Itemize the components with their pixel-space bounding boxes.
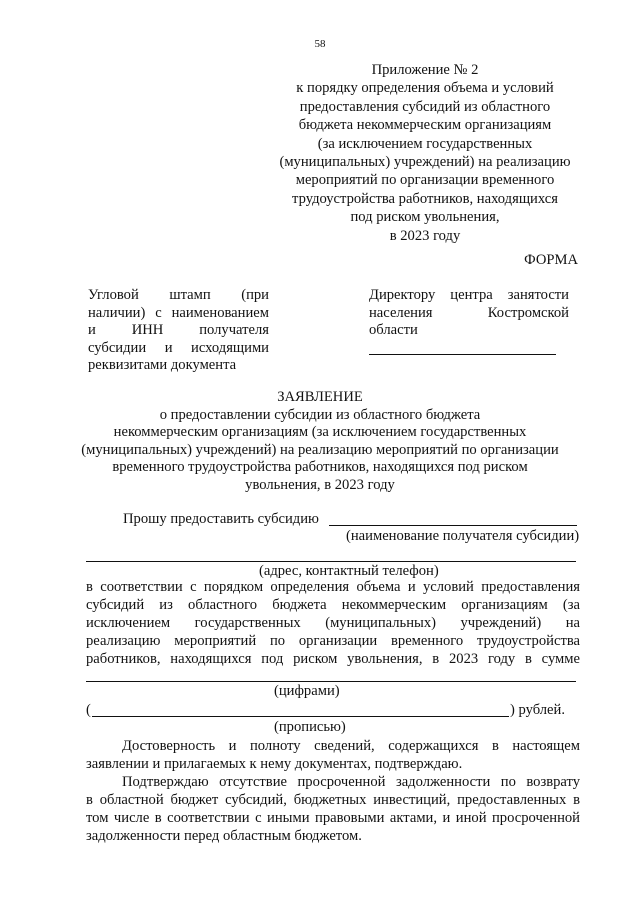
appendix-line: в 2023 году [389,227,461,244]
request-text: Прошу предоставить субсидию [123,511,319,527]
paragraph-line: в соответствии с порядком определения объема и условий предоставления [86,579,580,595]
paragraph-line: реализацию мероприятий по организации временного трудоустройства [86,633,580,649]
stamp-line: Угловой штамп (при [88,287,269,303]
form-label: ФОРМА [524,252,578,268]
main-paragraph [86,578,580,668]
stamp-line: и ИНН получателя [88,322,269,339]
words-caption: (прописью) [274,719,346,735]
paragraph-line: Подтверждаю отсутствие просроченной задолженности по возврату [122,774,580,790]
stamp-line: субсидии и исходящими [88,339,269,356]
paragraph-line: исключением государственных (муниципальных) учреждений) на [86,615,580,631]
paragraph-line: работников, находящихся под риском увольнения, в 2023 году в сумме [86,651,580,667]
appendix-line: к порядку определения объема и условий [296,80,554,97]
paragraph-line: заявлении и прилагаемых к нему документах, подтверждаю. [86,756,463,772]
paragraph-line: задолженности перед областным бюджетом. [86,828,362,844]
title-heading: ЗАЯВЛЕНИЕ [277,389,363,405]
title-line: (муниципальных) учреждений) на реализацию мероприятий по организации [81,441,559,458]
paragraph-line: в областной бюджет субсидий, бюджетных инвестиций, предоставленных в [86,792,580,808]
document-title [70,389,570,495]
address-caption: (адрес, контактный телефон) [259,563,439,579]
title-line: о предоставлении субсидии из областного бюджета [159,406,481,423]
paragraph-line: Достоверность и полноту сведений, содержащихся в настоящем [122,738,580,754]
open-paren: ( [86,702,91,718]
amount-words-field[interactable] [92,716,509,717]
recipient-name-field[interactable] [329,525,577,526]
stamp-line: наличии) с наименованием [88,304,269,321]
addressee-line: области [369,322,418,339]
recipient-caption: (наименование получателя субсидии) [346,528,580,544]
paragraph-no-debt [86,773,580,845]
appendix-line: Приложение № 2 [371,62,479,78]
title-line: некоммерческим организациям (за исключением государственных [113,424,527,441]
appendix-line: мероприятий по организации временного [295,172,555,189]
addressee-name-field[interactable] [369,354,556,355]
stamp-block [88,287,269,375]
paragraph-line: том числе в соответствии с иными правовыми актами, и иной просроченной [86,810,580,826]
page-number: 58 [314,38,326,50]
paragraph-accuracy [86,737,580,773]
appendix-line: предоставления субсидий из областного [299,98,551,115]
addressee-line: населения Костромской [369,304,569,321]
title-line: временного трудоустройства работников, находящихся под риском [112,459,528,476]
stamp-line: реквизитами документа [88,357,237,374]
appendix-line: под риском увольнения, [350,209,500,226]
addressee-line: Директору центра занятости [369,287,569,303]
appendix-line: (муниципальных) учреждений) на реализацию [279,154,571,171]
paragraph-line: субсидий из областного бюджета некоммерческим организациям (за [86,597,580,613]
appendix-line: бюджета некоммерческим организациям [298,117,552,134]
digits-caption: (цифрами) [274,683,340,699]
appendix-header [262,61,588,245]
appendix-line: (за исключением государственных [317,135,533,152]
title-line: увольнения, в 2023 году [245,476,395,493]
amount-digits-field[interactable] [86,681,576,682]
rubles-suffix: ) рублей. [510,702,565,718]
addressee-block [369,287,569,340]
address-field[interactable] [86,561,576,562]
appendix-line: трудоустройства работников, находящихся [292,190,558,207]
